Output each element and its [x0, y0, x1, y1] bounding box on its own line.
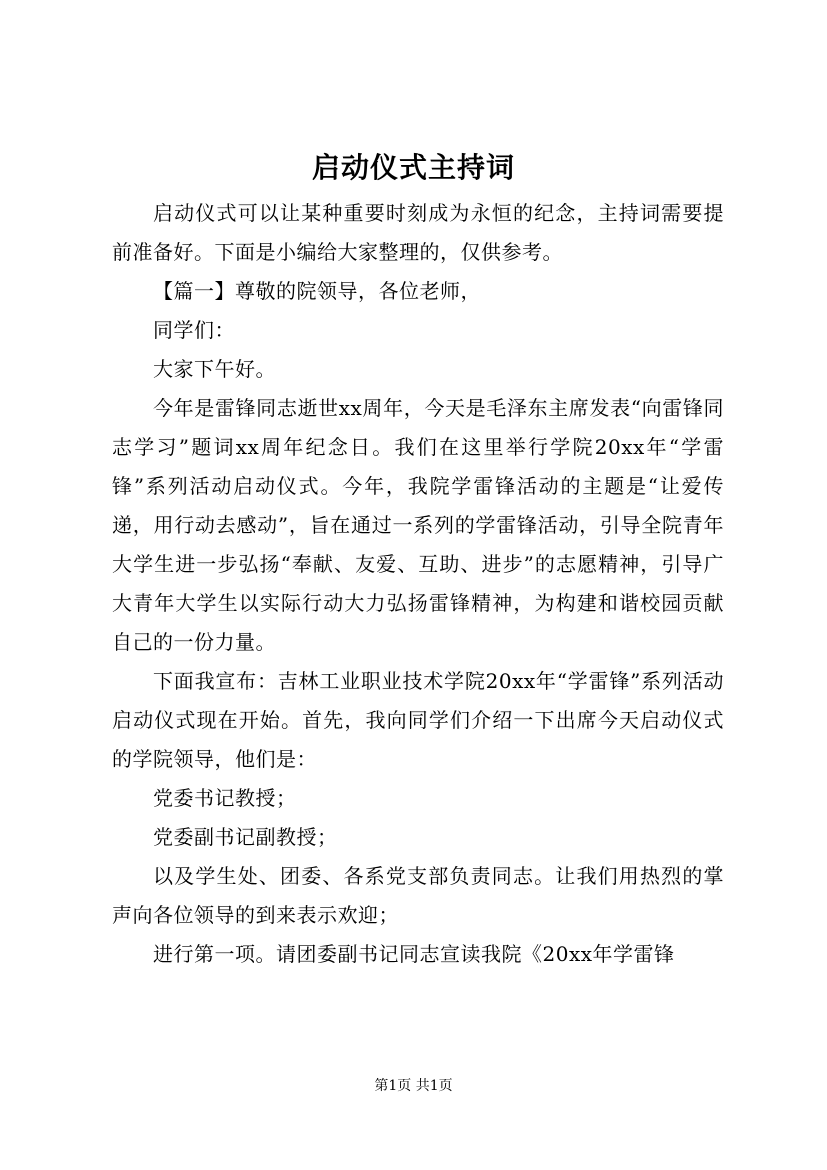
document-title: 启动仪式主持词 [311, 151, 515, 184]
paragraph-first-item: 进行第一项。请团委副书记同志宣读我院《20xx年学雷锋 [153, 942, 675, 966]
paragraph-salutation-students: 同学们： [153, 318, 235, 342]
paragraph-greeting: 大家下午好。 [153, 357, 276, 381]
paragraph-background: 今年是雷锋同志逝世xx周年，今天是毛泽东主席发表“向雷锋同志学习”题词xx周年纪念日。我们在这里举行学院20xx年“学雷锋”系列活动启动仪式。今年，我院学雷锋活动的主题是“让爱传递，用行动去感动”，旨在通过一系列的学雷锋活动，引导全院青年大学生进一步弘扬“奉献、友爱、互助、进步”的志愿精神，引导广大青年大学生以实际行动大力弘扬雷锋精神，为构建和谐校园贡献自己的一份力量。 [112, 396, 724, 654]
page-footer: 第1页 共1页 [374, 1078, 453, 1094]
paragraph-intro: 启动仪式可以让某种重要时刻成为永恒的纪念，主持词需要提前准备好。下面是小编给大家整理的，仅供参考。 [112, 201, 724, 264]
paragraph-leader-1: 党委书记教授； [153, 786, 297, 810]
paragraph-announcement: 下面我宣布：吉林工业职业技术学院20xx年“学雷锋”系列活动启动仪式现在开始。首先，我向同学们介绍一下出席今天启动仪式的学院领导，他们是： [112, 669, 724, 771]
document-body [112, 194, 724, 974]
paragraph-welcome: 以及学生处、团委、各系党支部负责同志。让我们用热烈的掌声向各位领导的到来表示欢迎； [112, 864, 724, 927]
paragraph-leader-2: 党委副书记副教授； [153, 825, 338, 849]
paragraph-salutation: 【篇一】尊敬的院领导，各位老师， [153, 279, 481, 303]
